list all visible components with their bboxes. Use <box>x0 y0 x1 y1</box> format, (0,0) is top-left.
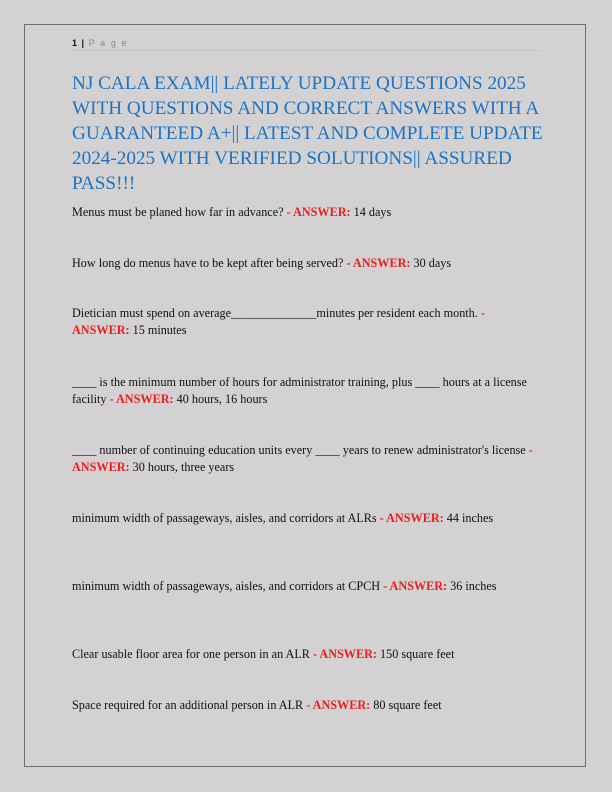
answer-text: 15 minutes <box>132 323 187 337</box>
answer-label: - ANSWER: <box>72 306 485 337</box>
answer-label: - ANSWER: <box>286 205 351 219</box>
question-text: ____ is the minimum number of hours for administrator training, plus ____ hours at a license facility <box>72 375 527 406</box>
question-text: ____ number of continuing education units every ____ years to renew administrator's license <box>72 443 526 457</box>
question-text: How long do menus have to be kept after being served? <box>72 256 344 270</box>
answer-text: 36 inches <box>450 579 497 593</box>
document-title: NJ CALA EXAM|| LATELY UPDATE QUESTIONS 2025 WITH QUESTIONS AND CORRECT ANSWERS WITH A GUARANTEED A+|| LATEST AND COMPLETE UPDATE 2024-2025 WITH VERIFIED SOLUTIONS|| ASSURED PASS!!! <box>72 73 543 194</box>
page-header <box>72 36 540 51</box>
question-text: minimum width of passageways, aisles, and corridors at ALRs <box>72 511 377 525</box>
answer-label: - ANSWER: <box>312 647 377 661</box>
answer-label: - ANSWER: <box>379 511 444 525</box>
answer-label: - ANSWER: <box>109 392 174 406</box>
page-number: 1 <box>72 38 78 48</box>
question-text: Menus must be planed how far in advance? <box>72 205 284 219</box>
qa-item <box>72 442 542 476</box>
answer-label: - ANSWER: <box>72 443 533 474</box>
qa-item <box>72 204 542 221</box>
qa-item <box>72 697 542 714</box>
answer-text: 80 square feet <box>373 698 442 712</box>
qa-item <box>72 510 542 527</box>
page-word: P a g e <box>88 38 129 48</box>
question-text: minimum width of passageways, aisles, and corridors at CPCH <box>72 579 381 593</box>
question-text: Clear usable floor area for one person in an ALR <box>72 647 310 661</box>
question-text: Space required for an additional person in ALR <box>72 698 304 712</box>
answer-text: 150 square feet <box>380 647 455 661</box>
qa-item <box>72 305 542 339</box>
question-text: Dietician must spend on average______________minutes per resident each month. <box>72 306 478 320</box>
qa-item <box>72 255 542 272</box>
answer-label: - ANSWER: <box>383 579 448 593</box>
page-separator: | <box>81 38 85 48</box>
answer-text: 30 days <box>413 256 452 270</box>
answer-text: 44 inches <box>446 511 494 525</box>
answer-label: - ANSWER: <box>346 256 411 270</box>
answer-label: - ANSWER: <box>306 698 371 712</box>
qa-item <box>72 646 542 663</box>
answer-text: 40 hours, 16 hours <box>176 392 268 406</box>
qa-item <box>72 374 542 408</box>
answer-text: 30 hours, three years <box>132 460 235 474</box>
answer-text: 14 days <box>353 205 392 219</box>
qa-item <box>72 578 542 595</box>
